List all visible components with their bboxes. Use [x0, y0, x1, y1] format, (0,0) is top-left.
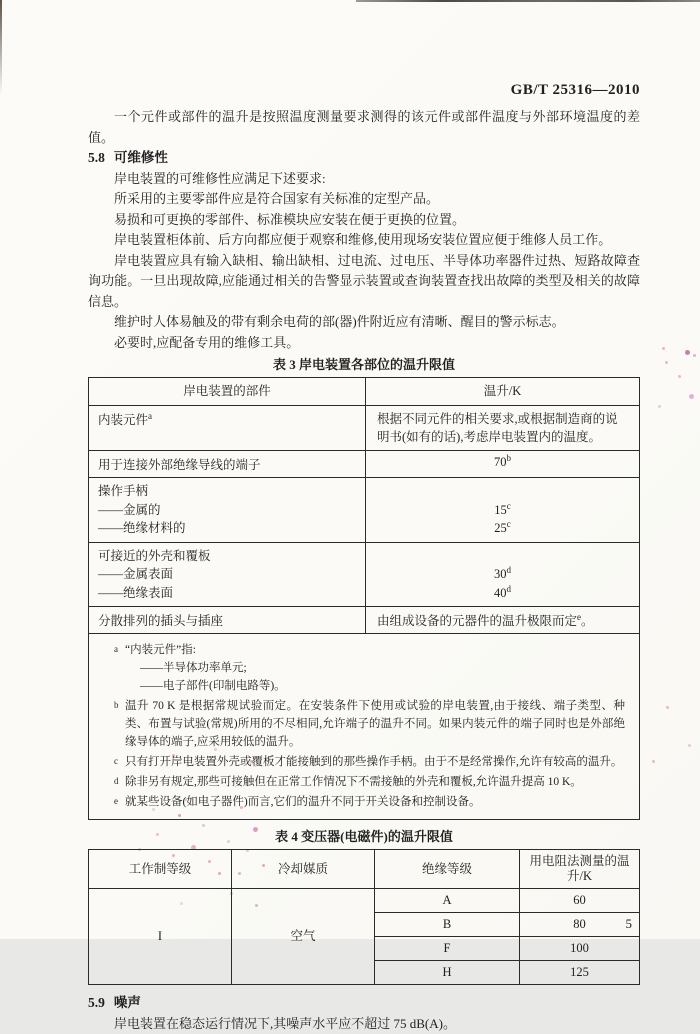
table-row-terminals: [89, 450, 639, 477]
intro-paragraph: 一个元件或部件的温升是按照温度测量要求测得的该元件或部件温度与外部环境温度的差值。: [88, 107, 640, 148]
footnote-line: 除非另有规定,那些可接触但在正常工作情况下不需接触的外壳和覆板,允许温升提高 10 K。: [125, 773, 625, 791]
table4-header-coolant: 冷却媒质: [232, 850, 375, 889]
scan-ink-speckles: [650, 338, 653, 341]
group-label: 可接近的外壳和覆板: [98, 547, 356, 566]
table4-header-duty: 工作制等级: [89, 850, 232, 889]
rise-value-line: [377, 501, 628, 520]
paragraph: 易损和可更换的零部件、标准模块应安装在便于更换的位置。: [88, 210, 640, 231]
footnote-ref: d: [507, 565, 512, 575]
table4-header-insulation: 绝缘等级: [375, 850, 520, 889]
footnote-line: ——半导体功率单元;: [140, 659, 625, 677]
table4: [88, 849, 640, 985]
footnote-line: “内装元件”指:: [125, 641, 625, 659]
section-title: 可维修性: [114, 150, 168, 165]
footnote-ref: e: [577, 612, 581, 622]
page-content: [88, 82, 640, 1034]
footnote-marker: b: [114, 696, 119, 714]
footnote-b: [114, 697, 625, 751]
table3: [88, 377, 640, 820]
rise-value: 25: [494, 521, 507, 535]
footnote-line: 温升 70 K 是根据常规试验而定。在安装条件下使用或试验的岸电装置,由于接线、端子类型、种类、布置与试验(常规)所用的不尽相同,允许端子的温升不同。如果内装元件的端子同时也是外部绝缘导体的端子,应采用较低的温升。: [125, 697, 625, 751]
insulation-class-cell: A: [375, 889, 520, 913]
rise-value-line: [377, 565, 628, 584]
footnote-line: 只有打开岸电装置外壳或覆板才能接触到的那些操作手柄。由于不是经常操作,允许有较高的温升。: [125, 753, 625, 771]
item-label: ——金属表面: [98, 565, 356, 584]
table3-header-rise: 温升/K: [366, 378, 639, 405]
paragraph: 岸电装置柜体前、后方向都应便于观察和维修,使用现场安装位置应便于维修人员工作。: [88, 230, 640, 251]
rise-value-line: [377, 519, 628, 538]
part-cell: 用于连接外部绝缘导线的端子: [89, 451, 366, 477]
paragraph: 维护时人体易触及的带有剩余电荷的部(器)件附近应有清晰、醒目的警示标志。: [88, 312, 640, 333]
table3-footnotes: [89, 633, 639, 819]
footnote-ref: a: [148, 411, 152, 421]
rise-text: 由组成设备的元器件的温升极限而定: [377, 614, 577, 628]
table-row-handles: [89, 477, 639, 542]
table-row-enclosure: [89, 542, 639, 607]
item-label: ——金属的: [98, 501, 356, 520]
table-row-plugs: [89, 606, 639, 633]
table-row: [89, 889, 640, 913]
footnote-line: ——电子部件(印制电路等)。: [140, 677, 625, 695]
part-cell: 分散排列的插头与插座: [89, 607, 366, 633]
section-5-9-heading: [88, 993, 640, 1014]
scan-edge-artifact: [356, 0, 700, 2]
rise-cell: [366, 607, 639, 633]
table3-caption: 表 3 岸电装置各部位的温升限值: [88, 357, 640, 373]
rise-cell: [366, 478, 639, 542]
footnote-marker: e: [114, 792, 118, 810]
rise-value-line: [377, 584, 628, 603]
footnote-marker: c: [114, 752, 118, 770]
paragraph: 必要时,应配备专用的维修工具。: [88, 333, 640, 354]
footnote-c: [114, 753, 625, 771]
page-number: 5: [626, 916, 633, 932]
duty-class-cell: I: [89, 889, 232, 985]
group-label: 操作手柄: [98, 482, 356, 501]
rise-value: 70: [494, 455, 507, 469]
rise-cell: 100: [520, 937, 640, 961]
part-cell: [89, 478, 366, 542]
scan-ink-speckles: [650, 704, 653, 707]
paragraph: 所采用的主要零部件应是符合国家有关标准的定型产品。: [88, 189, 640, 210]
section-number: 5.8: [88, 150, 105, 165]
insulation-class-cell: B: [375, 913, 520, 937]
footnote-ref: c: [507, 519, 511, 529]
scan-edge-artifact: [0, 0, 2, 95]
item-label: ——绝缘材料的: [98, 519, 356, 538]
section-number: 5.9: [88, 995, 105, 1010]
table4-header-rise: 用电阻法测量的温升/K: [520, 850, 640, 889]
paragraph: 岸电装置在稳态运行情况下,其噪声水平应不超过 75 dB(A)。: [88, 1014, 640, 1034]
paragraph: 岸电装置的可维修性应满足下述要求:: [88, 169, 640, 190]
spacer-line: [377, 482, 628, 501]
part-cell: [89, 543, 366, 607]
section-title: 噪声: [114, 995, 141, 1010]
footnote-marker: d: [114, 772, 119, 790]
footnote-line: 就某些设备(如电子器件)而言,它们的温升不同于开关设备和控制设备。: [125, 793, 625, 811]
footnote-marker: a: [114, 640, 118, 658]
footnote-ref: d: [507, 583, 512, 593]
rise-value: 15: [494, 503, 507, 517]
table-row-inner-components: [89, 405, 639, 450]
rise-cell: 根据不同元件的相关要求,或根据制造商的说明书(如有的话),考虑岸电装置内的温度。: [366, 406, 639, 450]
item-label: ——绝缘表面: [98, 584, 356, 603]
section-5-8-heading: [88, 148, 640, 169]
rise-text-tail: 。: [581, 614, 594, 628]
insulation-class-cell: F: [375, 937, 520, 961]
rise-value: 30: [494, 567, 507, 581]
table4-caption: 表 4 变压器(电磁件)的温升限值: [88, 829, 640, 845]
table4-header-row: [89, 850, 640, 889]
footnote-e: [114, 793, 625, 811]
rise-cell: 60: [520, 889, 640, 913]
footnote-a: [114, 641, 625, 695]
rise-value: 40: [494, 586, 507, 600]
footnote-ref: b: [507, 453, 512, 463]
coolant-cell: 空气: [232, 889, 375, 985]
standard-number: GB/T 25316—2010: [88, 82, 640, 98]
footnote-d: [114, 773, 625, 791]
insulation-class-cell: H: [375, 961, 520, 985]
table3-header-part: 岸电装置的部件: [89, 378, 366, 405]
part-cell: [89, 406, 366, 450]
footnote-ref: c: [507, 500, 511, 510]
rise-cell: 125: [520, 961, 640, 985]
paragraph: 岸电装置应具有输入缺相、输出缺相、过电流、过电压、半导体功率器件过热、短路故障查询功能。一旦出现故障,应能通过相关的告警显示装置或查询装置查找出故障的类型及相关的故障信息。: [88, 251, 640, 313]
part-text: 内装元件: [98, 413, 148, 427]
table3-header-row: [89, 378, 639, 405]
rise-cell: [366, 543, 639, 607]
spacer-line: [377, 547, 628, 566]
rise-cell: [366, 451, 639, 477]
rise-cell: 80: [520, 913, 640, 937]
